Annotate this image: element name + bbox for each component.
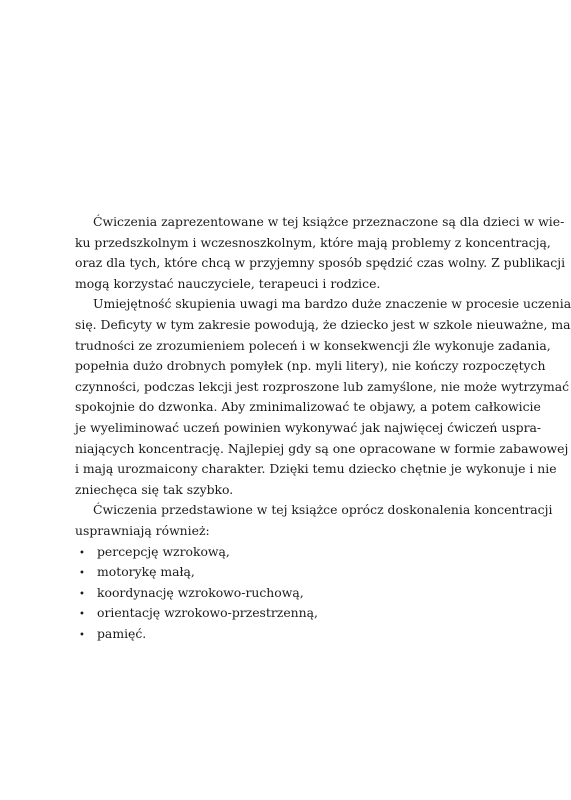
paragraph-2-line-1: Umiejętność skupienia uwagi ma bardzo duże znaczenie w procesie uczenia <box>93 296 571 312</box>
bullet-text: motorykę małą, <box>97 564 195 580</box>
paragraph-1-line-1: Ćwiczenia zaprezentowane w tej książce przeznaczone są dla dzieci w wie- <box>93 214 565 229</box>
paragraph-2 <box>75 294 571 500</box>
bullet-icon: • <box>79 547 85 559</box>
paragraph-1-line-3: oraz dla tych, które chcą w przyjemny sposób spędzić czas wolny. Z publikacji <box>75 255 566 271</box>
bullet-item <box>75 624 489 645</box>
bullet-item <box>75 562 489 583</box>
bullet-item <box>75 603 489 624</box>
paragraph-3-line-2: usprawniają również: <box>75 522 210 538</box>
paragraph-1-line-2: ku przedszkolnym i wczesnoszkolnym, które mają problemy z koncentracją, <box>75 234 551 250</box>
text-block <box>75 212 571 644</box>
bullet-icon: • <box>79 568 85 580</box>
paragraph-2-line-6: spokojnie do dzwonka. Aby zminimalizować te objawy, a potem całkowicie <box>75 399 541 415</box>
bullet-text: percepcję wzrokową, <box>97 543 230 559</box>
paragraph-3-line-1: Ćwiczenia przedstawione w tej książce oprócz doskonalenia koncentracji <box>93 502 553 518</box>
bullet-item <box>75 542 489 563</box>
paragraph-2-line-2: się. Deficyty w tym zakresie powodują, że dziecko jest w szkole nieuważne, ma <box>75 316 571 332</box>
paragraph-2-line-3: trudności ze zrozumieniem poleceń i w konsekwencji źle wykonuje zadania, <box>75 337 551 353</box>
bullet-text: koordynację wzrokowo-ruchową, <box>97 584 304 600</box>
bullet-text: pamięć. <box>97 625 147 641</box>
paragraph-1-line-4: mogą korzystać nauczyciele, terapeuci i rodzice. <box>75 275 381 291</box>
bullet-text: orientację wzrokowo-przestrzenną, <box>97 605 318 621</box>
paragraph-3 <box>75 500 553 541</box>
paragraph-1 <box>75 212 566 294</box>
paragraph-2-line-7: je wyeliminować uczeń powinien wykonywać jak najwięcej ćwiczeń uspra- <box>75 419 542 435</box>
paragraph-2-line-8: niających koncentrację. Najlepiej gdy są one opracowane w formie zabawowej <box>75 440 569 456</box>
paragraph-2-line-4: popełnia dużo drobnych pomyłek (np. myli litery), nie kończy rozpoczętych <box>75 358 546 374</box>
bullet-icon: • <box>79 609 85 621</box>
skills-bullet-list <box>75 542 489 645</box>
paragraph-2-line-9: i mają urozmaicony charakter. Dzięki temu dziecko chętnie je wykonuje i nie <box>75 461 557 477</box>
bullet-icon: • <box>79 588 85 600</box>
bullet-item <box>75 583 489 604</box>
paragraph-2-line-10: zniechęca się tak szybko. <box>75 481 234 497</box>
bullet-icon: • <box>79 629 85 641</box>
paragraph-2-line-5: czynności, podczas lekcji jest rozproszone lub zamyślone, nie może wytrzymać <box>75 378 570 394</box>
